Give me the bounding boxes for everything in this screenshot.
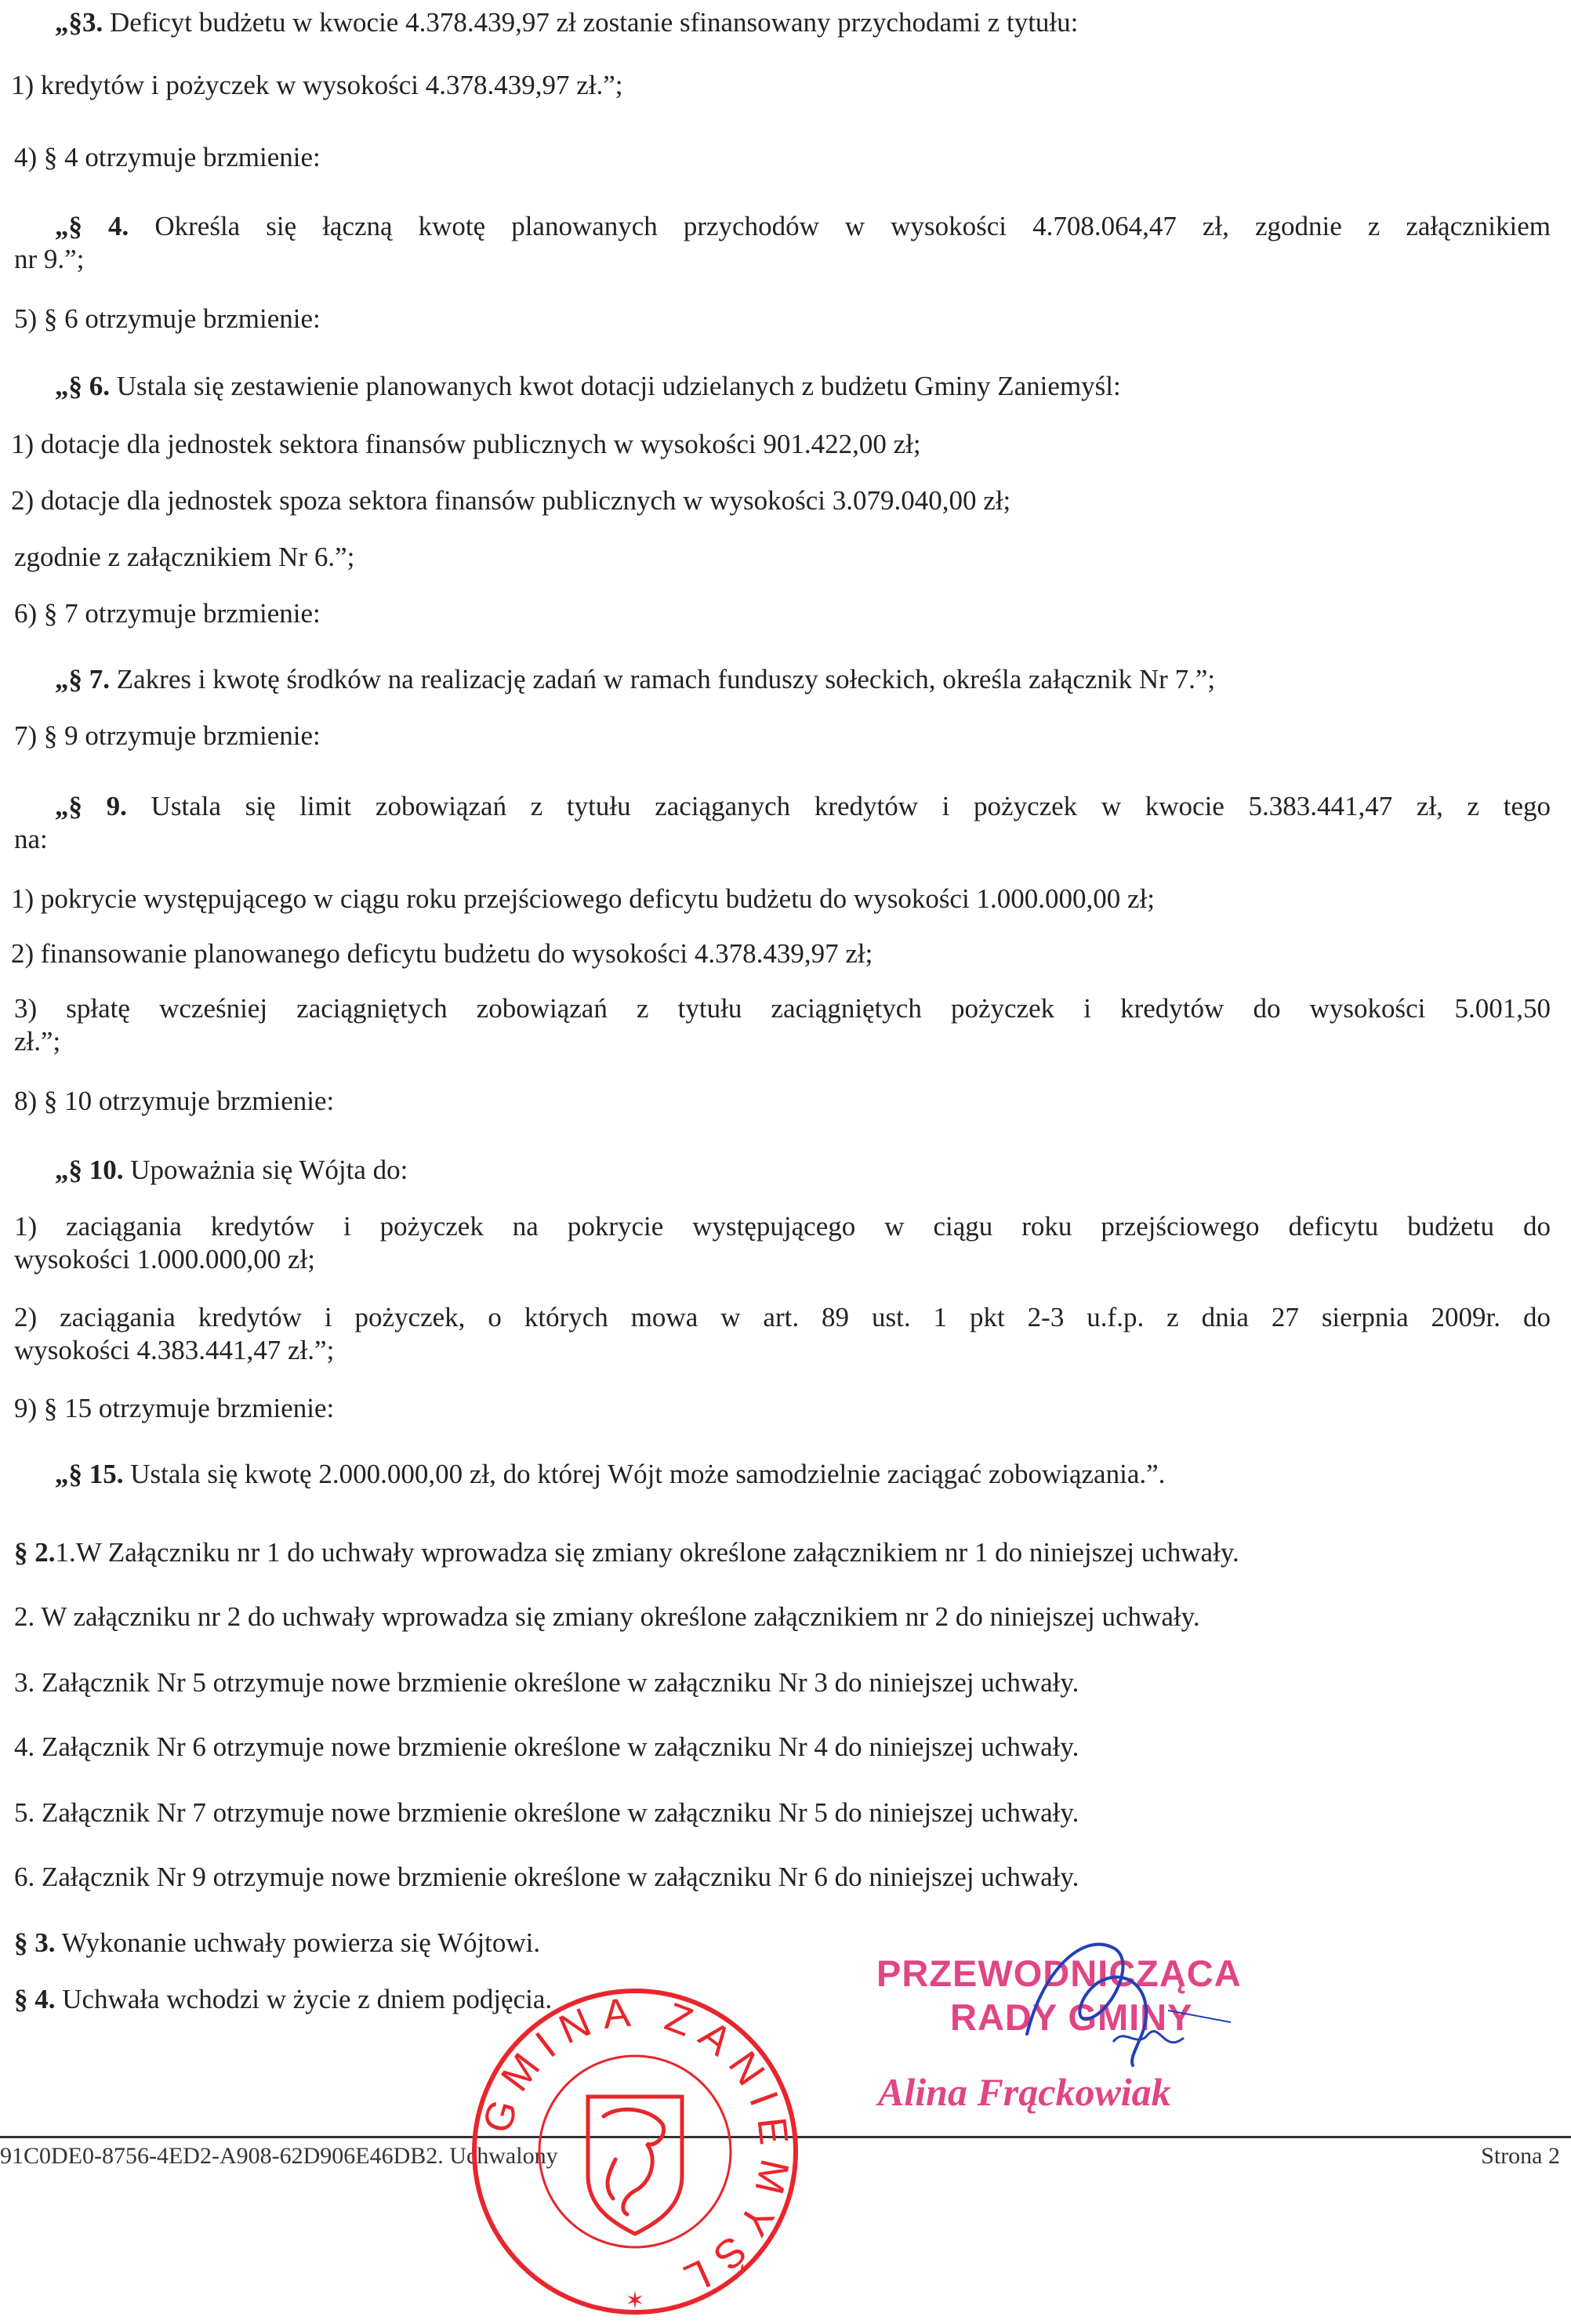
par-4 [14, 210, 1551, 243]
section-2 [14, 1536, 1239, 1569]
list-item-cont: wysokości 1.000.000,00 zł; [14, 1244, 316, 1274]
list-item: 5. Załącznik Nr 7 otrzymuje nowe brzmienie określone w załączniku Nr 5 do niniejszej uchwały. [14, 1797, 1079, 1828]
par-7 [55, 663, 1215, 696]
stamp-subtitle: RADY GMINY [950, 1996, 1193, 2038]
municipal-seal [463, 1979, 807, 2324]
page-number: Strona 2 [1481, 2143, 1560, 2169]
par-9-cont: na: [14, 824, 48, 854]
section-mark: „§ 10. [55, 1155, 124, 1185]
par-text: Określa się łączną kwotę planowanych przychodów w wysokości 4.708.064,47 zł, zgodnie z załącznikiem [129, 211, 1551, 241]
par-15 [55, 1458, 1165, 1491]
amendment-item: 5) § 6 otrzymuje brzmienie: [14, 303, 321, 334]
stamp-title: PRZEWODNICZĄCA [876, 1952, 1242, 1994]
list-item: 1) dotacje dla jednostek sektora finansów publicznych w wysokości 901.422,00 zł; [11, 429, 921, 459]
list-item: 2) dotacje dla jednostek spoza sektora finansów publicznych w wysokości 3.079.040,00 zł; [11, 485, 1011, 516]
list-item: 4. Załącznik Nr 6 otrzymuje nowe brzmienie określone w załączniku Nr 4 do niniejszej uchwały. [14, 1731, 1079, 1762]
par-text: 1.W Załączniku nr 1 do uchwały wprowadza się zmiany określone załącznikiem nr 1 do niniejszej uchwały. [55, 1537, 1239, 1568]
par-text: Ustala się zestawienie planowanych kwot dotacji udzielanych z budżetu Gminy Zaniemyśl: [110, 371, 1121, 401]
list-item: 2) zaciągania kredytów i pożyczek, o których mowa w art. 89 ust. 1 pkt 2-3 u.f.p. z dnia 27 sierpnia 2009r. do [14, 1302, 1551, 1332]
section-3 [14, 1927, 540, 1960]
par-text: Uchwała wchodzi w życie z dniem podjęcia. [55, 1984, 553, 2014]
amendment-item: 7) § 9 otrzymuje brzmienie: [14, 720, 321, 751]
section-mark: „§ 9. [55, 791, 127, 821]
par-text: Ustala się limit zobowiązań z tytułu zaciąganych kredytów i pożyczek w kwocie 5.383.441,47 zł, z tego [126, 791, 1551, 821]
amendment-item: 4) § 4 otrzymuje brzmienie: [14, 142, 321, 172]
par-4-cont: nr 9.”; [14, 244, 85, 274]
par-10 [55, 1154, 408, 1187]
stamp-name: Alina Frąckowiak [878, 2070, 1171, 2114]
par-text: Deficyt budżetu w kwocie 4.378.439,97 zł zostanie sfinansowany przychodami z tytułu: [103, 7, 1079, 38]
list-item: zgodnie z załącznikiem Nr 6.”; [14, 542, 355, 572]
par-text: Zakres i kwotę środków na realizację zadań w ramach funduszy sołeckich, określa załącznik Nr 7.”; [110, 664, 1216, 694]
section-mark: „§ 7. [55, 664, 110, 694]
list-item: 1) pokrycie występującego w ciągu roku przejściowego deficytu budżetu do wysokości 1.000.000,00 zł; [11, 883, 1155, 914]
section-mark: „§ 15. [55, 1459, 124, 1489]
list-item: 1) zaciągania kredytów i pożyczek na pokrycie występującego w ciągu roku przejściowego deficytu budżetu do [14, 1211, 1551, 1242]
list-item: 3. Załącznik Nr 5 otrzymuje nowe brzmienie określone w załączniku Nr 3 do niniejszej uchwały. [14, 1667, 1079, 1698]
section-mark: § 4. [14, 1984, 56, 2014]
list-item: 2) finansowanie planowanego deficytu budżetu do wysokości 4.378.439,97 zł; [11, 938, 873, 969]
par-9 [14, 790, 1551, 823]
section-mark: § 3. [14, 1927, 56, 1958]
seal-text: GMINA ZANIEMYŚL [474, 1989, 798, 2306]
list-item-cont: wysokości 4.383.441,47 zł.”; [14, 1335, 335, 1365]
par-text: Upoważnia się Wójta do: [123, 1155, 408, 1185]
amendment-item: 6) § 7 otrzymuje brzmienie: [14, 598, 321, 629]
section-mark: § 2. [14, 1537, 56, 1568]
par-6 [55, 370, 1121, 403]
list-item: 6. Załącznik Nr 9 otrzymuje nowe brzmienie określone w załączniku Nr 6 do niniejszej uchwały. [14, 1862, 1079, 1892]
amendment-item: 9) § 15 otrzymuje brzmienie: [14, 1393, 335, 1423]
list-item: 1) kredytów i pożyczek w wysokości 4.378.439,97 zł.”; [11, 70, 623, 100]
section-mark: „§ 6. [55, 371, 110, 401]
par-3 [55, 6, 1078, 39]
section-mark: „§3. [55, 7, 103, 38]
list-item: 2. W załączniku nr 2 do uchwały wprowadza się zmiany określone załącznikiem nr 2 do niniejszej uchwały. [14, 1601, 1200, 1632]
par-text: Ustala się kwotę 2.000.000,00 zł, do której Wójt może samodzielnie zaciągać zobowiązania.”. [123, 1459, 1166, 1489]
signature [996, 1924, 1278, 2081]
svg-text:✶: ✶ [625, 2287, 645, 2315]
section-mark: „§ 4. [55, 211, 129, 241]
list-item-cont: zł.”; [14, 1026, 61, 1057]
document-id: 91C0DE0-8756-4ED2-A908-62D906E46DB2. Uchwalony [0, 2143, 558, 2169]
par-text: Wykonanie uchwały powierza się Wójtowi. [55, 1927, 541, 1958]
amendment-item: 8) § 10 otrzymuje brzmienie: [14, 1086, 335, 1116]
list-item: 3) spłatę wcześniej zaciągniętych zobowiązań z tytułu zaciągniętych pożyczek i kredytów do wysokości 5.001,50 [14, 993, 1551, 1024]
